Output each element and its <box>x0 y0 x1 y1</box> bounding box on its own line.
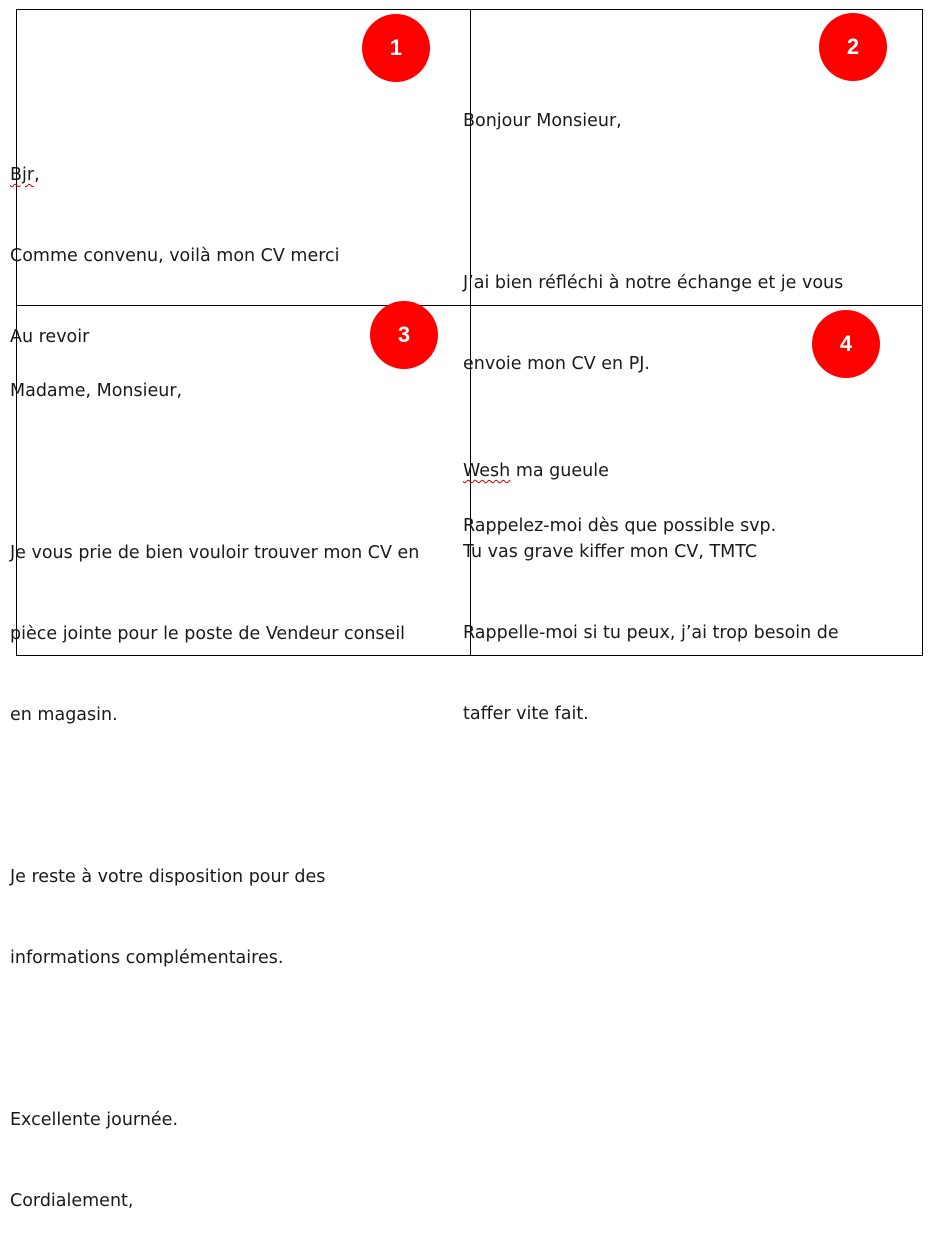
message-3-line <box>10 459 419 486</box>
message-4-line: Rappelle-moi si tu peux, j’ai trop besoin de <box>463 623 839 643</box>
message-3-line: Excellente journée. <box>10 1110 179 1130</box>
message-3-line: informations complémentaires. <box>10 948 284 968</box>
number-badge-1: 1 <box>362 14 430 82</box>
message-3-line: Cordialement, <box>10 1191 134 1211</box>
misspelled-word: Wesh <box>463 461 511 481</box>
misspelled-word: Bjr <box>10 165 35 185</box>
number-badge-3: 3 <box>370 301 438 369</box>
message-3-line <box>10 1026 419 1053</box>
message-2-line: envoie mon CV en PJ. <box>463 354 650 374</box>
message-1-line: Comme convenu, voilà mon CV merci <box>10 246 340 266</box>
message-3-line: pièce jointe pour le poste de Vendeur conseil <box>10 624 406 644</box>
message-2-line: J’ai bien réfléchi à notre échange et je vous <box>463 273 844 293</box>
message-4-text <box>463 404 839 755</box>
message-4-greeting-rest: ma gueule <box>510 461 609 481</box>
message-3-line: en magasin. <box>10 705 118 725</box>
message-2-line: Bonjour Monsieur, <box>463 111 622 131</box>
message-3-text <box>10 324 419 1242</box>
message-1-line <box>10 162 340 189</box>
number-badge-2: 2 <box>819 13 887 81</box>
message-3-line <box>10 783 419 810</box>
number-badge-4: 4 <box>812 310 880 378</box>
message-3-line: Je vous prie de bien vouloir trouver mon CV en <box>10 543 420 563</box>
message-4-line: Tu vas grave kiffer mon CV, TMTC <box>463 542 758 562</box>
message-1-line: Au revoir <box>10 327 90 347</box>
message-4-line <box>463 458 839 485</box>
message-2-line: Rappelez-moi dès que possible svp. <box>463 516 777 536</box>
message-3-line: Madame, Monsieur, <box>10 381 183 401</box>
message-4-line: taffer vite fait. <box>463 704 589 724</box>
message-3-line: Je reste à votre disposition pour des <box>10 867 326 887</box>
message-1-greeting-punct: , <box>34 165 40 185</box>
message-2-line <box>463 189 843 216</box>
